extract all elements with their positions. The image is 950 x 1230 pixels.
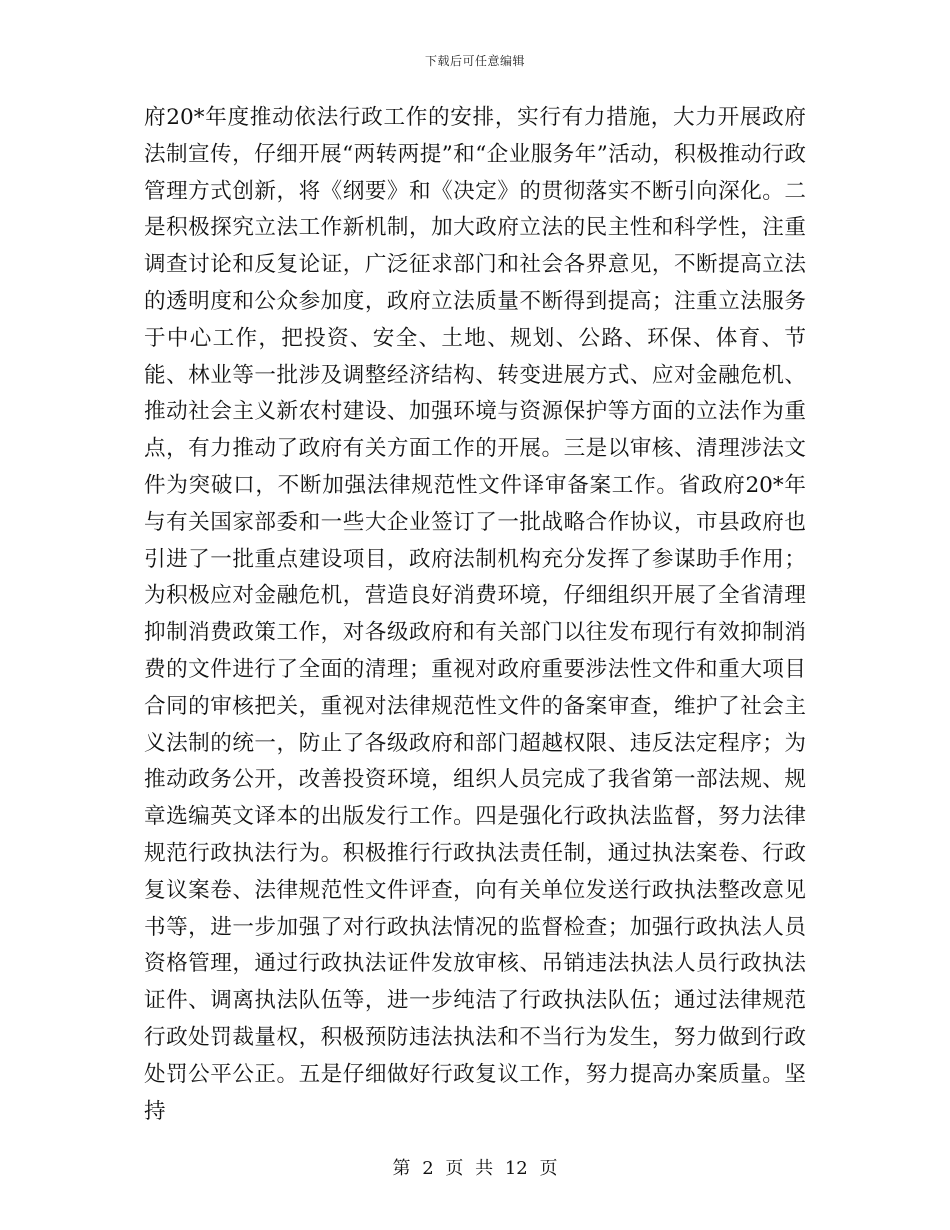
page-number-footer: 第 2 页 共 12 页 <box>392 1158 558 1179</box>
body-paragraph: 府20*年度推动依法行政工作的安排，实行有力措施，大力开展政府法制宣传，仔细开展“两转两提”和“企业服务年”活动，积极推动行政管理方式创新，将《纲要》和《决定》的贯彻落实不断引向深化。二是积极探究立法工作新机制，加大政府立法的民主性和科学性，注重调查讨论和反复论证，广泛征求部门和社会各界意见，不断提高立法的透明度和公众参加度，政府立法质量不断得到提高；注重立法服务于中心工作，把投资、安全、土地、规划、公路、环保、体育、节能、林业等一批涉及调整经济结构、转变进展方式、应对金融危机、推动社会主义新农村建设、加强环境与资源保护等方面的立法作为重点，有力推动了政府有关方面工作的开展。三是以审核、清理涉法文件为突破口，不断加强法律规范性文件译审备案工作。省政府20*年与有关国家部委和一些大企业签订了一批战略合作协议，市县政府也引进了一批重点建设项目，政府法制机构充分发挥了参谋助手作用；为积极应对金融危机，营造良好消费环境，仔细组织开展了全省清理抑制消费政策工作，对各级政府和有关部门以往发布现行有效抑制消费的文件进行了全面的清理；重视对政府重要涉法性文件和重大项目合同的审核把关，重视对法律规范性文件的备案审查，维护了社会主义法制的统一，防止了各级政府和部门超越权限、违反法定程序；为推动政务公开，改善投资环境，组织人员完成了我省第一部法规、规章选编英文译本的出版发行工作。四是强化行政执法监督，努力法律规范行政执法行为。积极推行行政执法责任制，通过执法案卷、行政复议案卷、法律规范性文件评查，向有关单位发送行政执法整改意见书等，进一步加强了对行政执法情况的监督检查；加强行政执法人员资格管理，通过行政执法证件发放审核、吊销违法执法人员行政执法证件、调离执法队伍等，进一步纯洁了行政执法队伍；通过法律规范行政处罚裁量权，积极预防违法执法和不当行为发生，努力做到行政处罚公平公正。五是仔细做好行政复议工作，努力提高办案质量。坚持 <box>144 105 806 1124</box>
page-header: 下载后可任意编辑 <box>424 54 525 68</box>
